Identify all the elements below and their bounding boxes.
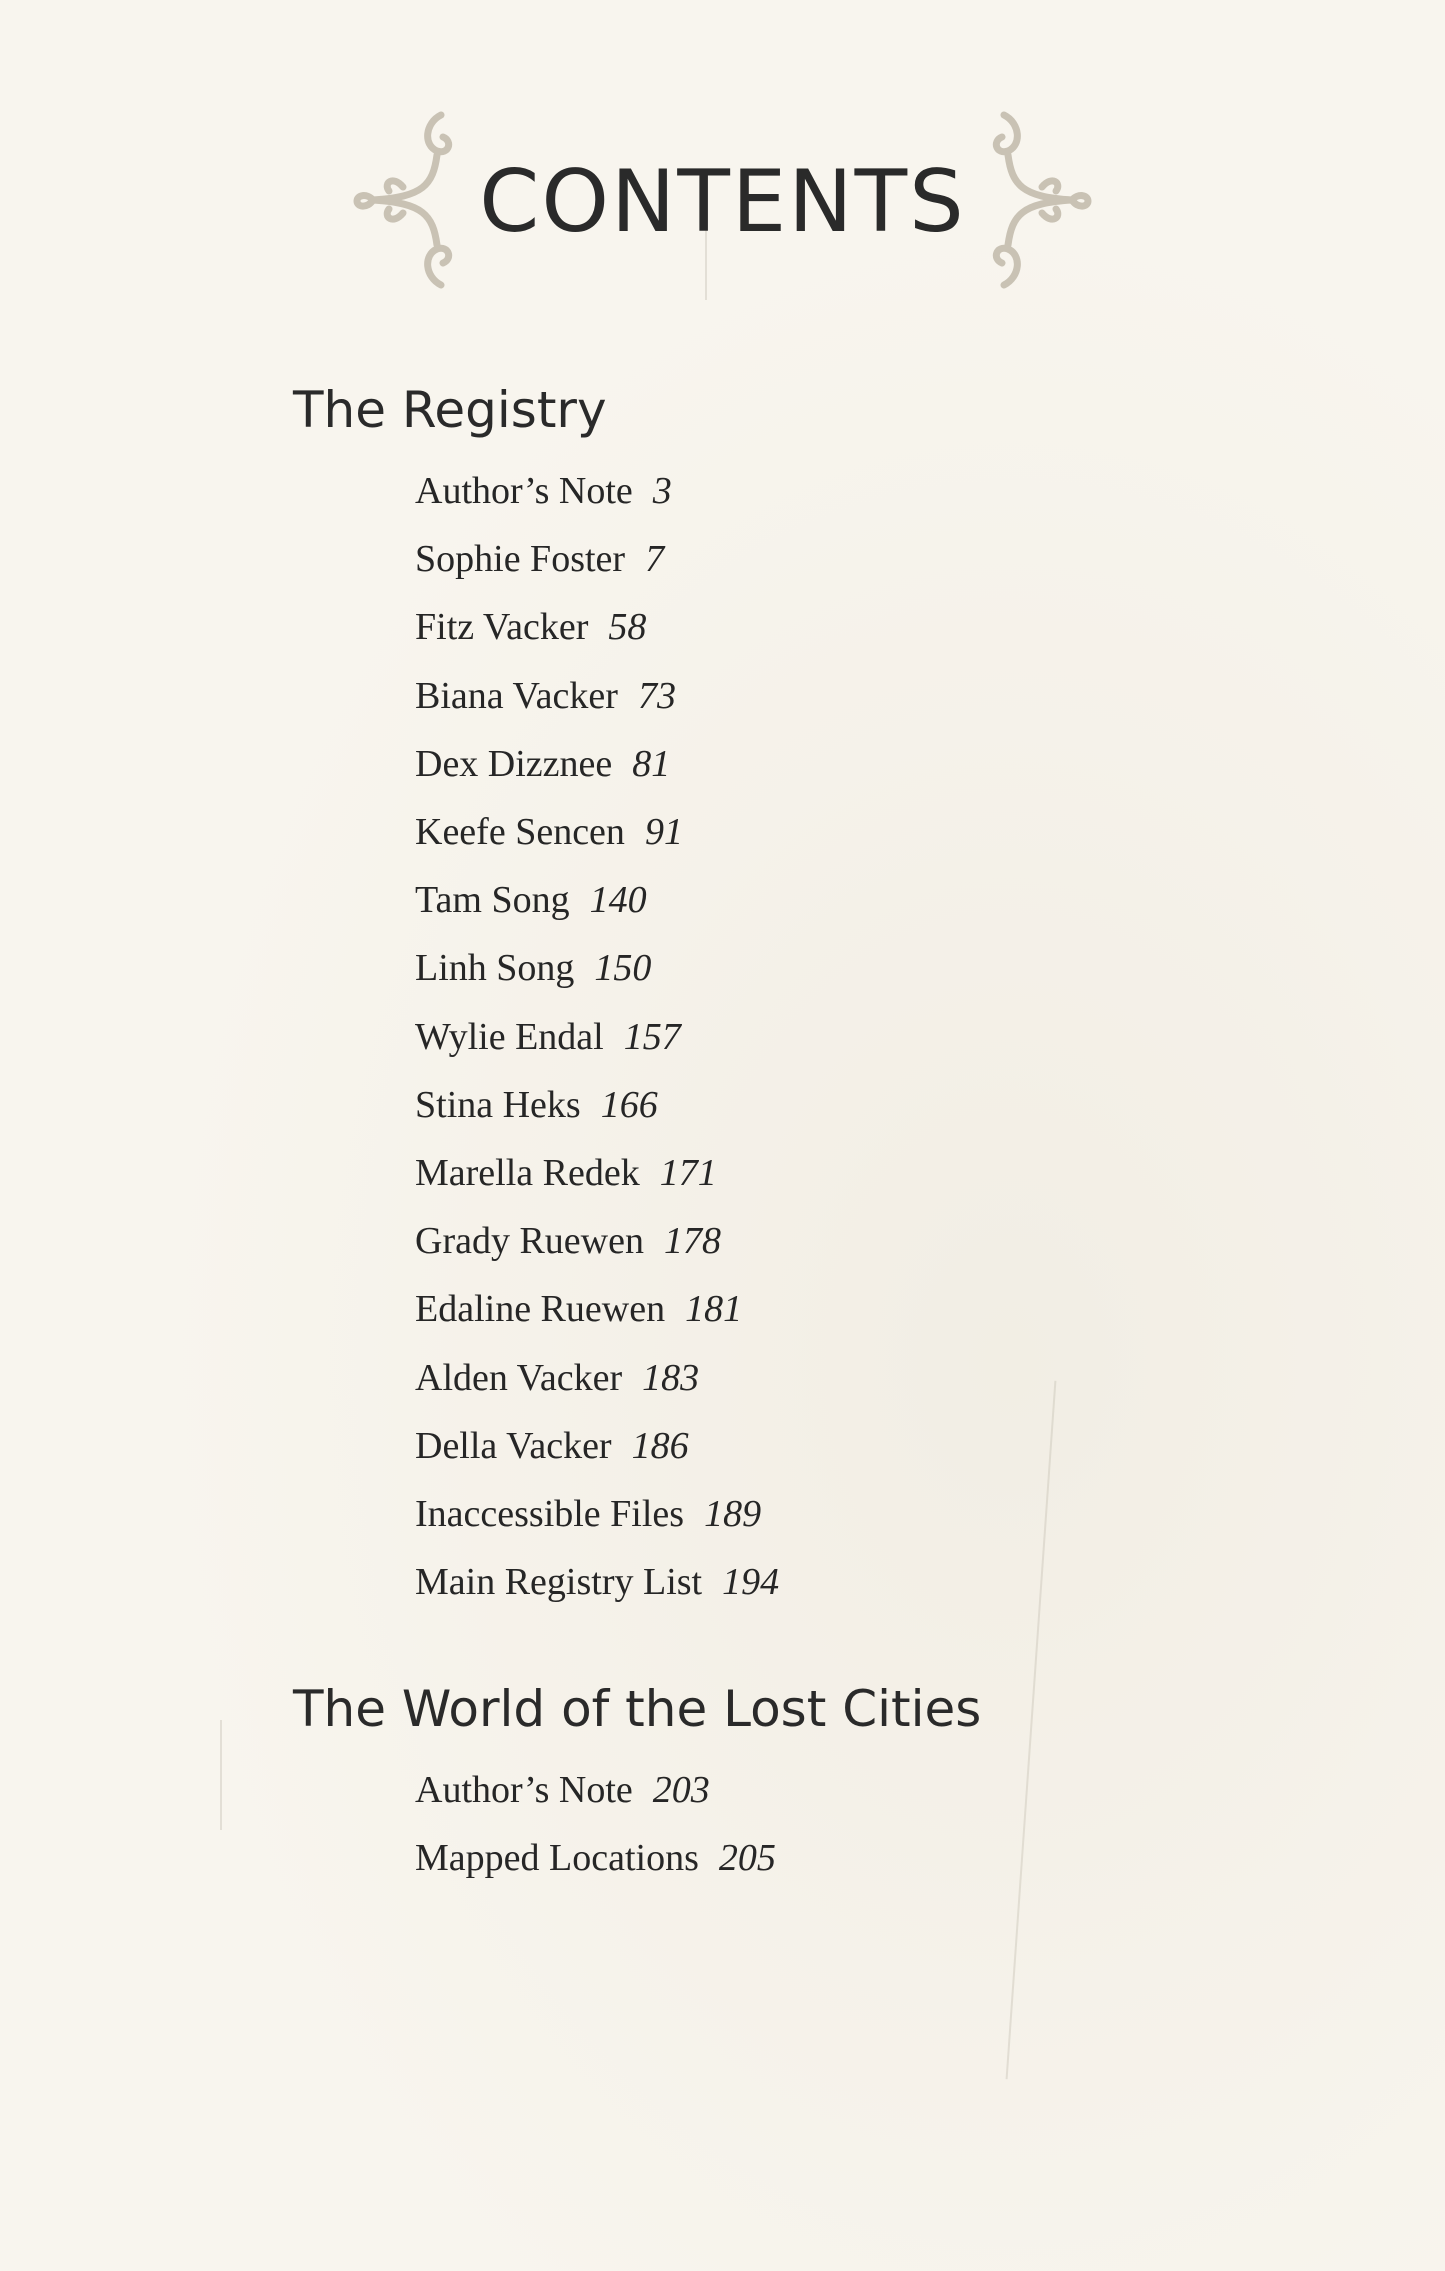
page-shadow-line [220,1720,222,1830]
entry-page-number: 150 [594,947,652,990]
entry-page-number: 140 [589,879,647,922]
section-heading: The Registry [293,381,607,439]
section-the-registry [293,381,780,1604]
toc-entry[interactable] [415,1824,776,1892]
entry-page-number: 181 [685,1288,743,1331]
toc-entry[interactable] [415,1275,779,1343]
entry-page-number: 166 [600,1083,658,1126]
entry-page-number: 3 [652,470,672,513]
entry-title: Linh Song [415,947,575,990]
entry-title: Alden Vacker [415,1356,623,1399]
entry-page-number: 186 [631,1424,689,1467]
entry-title: Author’s Note [415,1769,633,1812]
toc-entry[interactable] [415,525,779,593]
entry-page-number: 81 [632,742,671,785]
entry-title: Mapped Locations [415,1837,699,1880]
entry-title: Dex Dizznee [415,742,613,785]
toc-entry[interactable] [415,1548,779,1616]
entry-title: Tam Song [415,879,570,922]
section-heading: The World of the Lost Cities [293,1680,982,1738]
left-flourish-icon [353,105,473,295]
entry-title: Keefe Sencen [415,811,625,854]
toc-entry[interactable] [415,934,779,1002]
entry-title: Author’s Note [415,470,633,513]
entry-page-number: 171 [659,1151,717,1194]
entry-title: Main Registry List [415,1561,703,1604]
toc-entry[interactable] [415,730,779,798]
contents-header [0,100,1445,300]
toc-entry[interactable] [415,1480,779,1548]
toc-entry[interactable] [415,662,779,730]
entry-page-number: 7 [645,538,665,581]
entry-title: Marella Redek [415,1151,640,1194]
entry-title: Inaccessible Files [415,1492,685,1535]
entry-title: Biana Vacker [415,674,618,717]
entry-page-number: 58 [608,606,647,649]
entry-page-number: 178 [663,1220,721,1263]
entry-page-number: 205 [718,1837,776,1880]
entry-page-number: 203 [652,1769,710,1812]
entry-page-number: 189 [704,1492,762,1535]
entry-page-number: 73 [637,674,676,717]
toc-entry[interactable] [415,866,779,934]
right-flourish-icon [972,105,1092,295]
section-the-world-of-the-lost-cities [293,1680,982,1880]
toc-entry[interactable] [415,1412,779,1480]
entry-page-number: 157 [623,1015,681,1058]
page-crease-line [1006,1381,1057,2079]
entry-title: Grady Ruewen [415,1220,644,1263]
entry-page-number: 91 [644,811,683,854]
toc-entry[interactable] [415,1003,779,1071]
entry-title: Edaline Ruewen [415,1288,666,1331]
entry-page-number: 183 [642,1356,700,1399]
entry-title: Sophie Foster [415,538,626,581]
entry-title: Wylie Endal [415,1015,604,1058]
toc-entry[interactable] [415,1756,776,1824]
toc-list [415,457,779,1616]
toc-entry[interactable] [415,1343,779,1411]
entry-title: Stina Heks [415,1083,581,1126]
entry-title: Della Vacker [415,1424,612,1467]
toc-entry[interactable] [415,1139,779,1207]
page-title: CONTENTS [479,152,966,252]
toc-entry[interactable] [415,593,779,661]
toc-entry[interactable] [415,457,779,525]
entry-page-number: 194 [722,1561,780,1604]
toc-list [415,1756,776,1892]
toc-entry[interactable] [415,1071,779,1139]
toc-entry[interactable] [415,1207,779,1275]
toc-entry[interactable] [415,798,779,866]
entry-title: Fitz Vacker [415,606,589,649]
